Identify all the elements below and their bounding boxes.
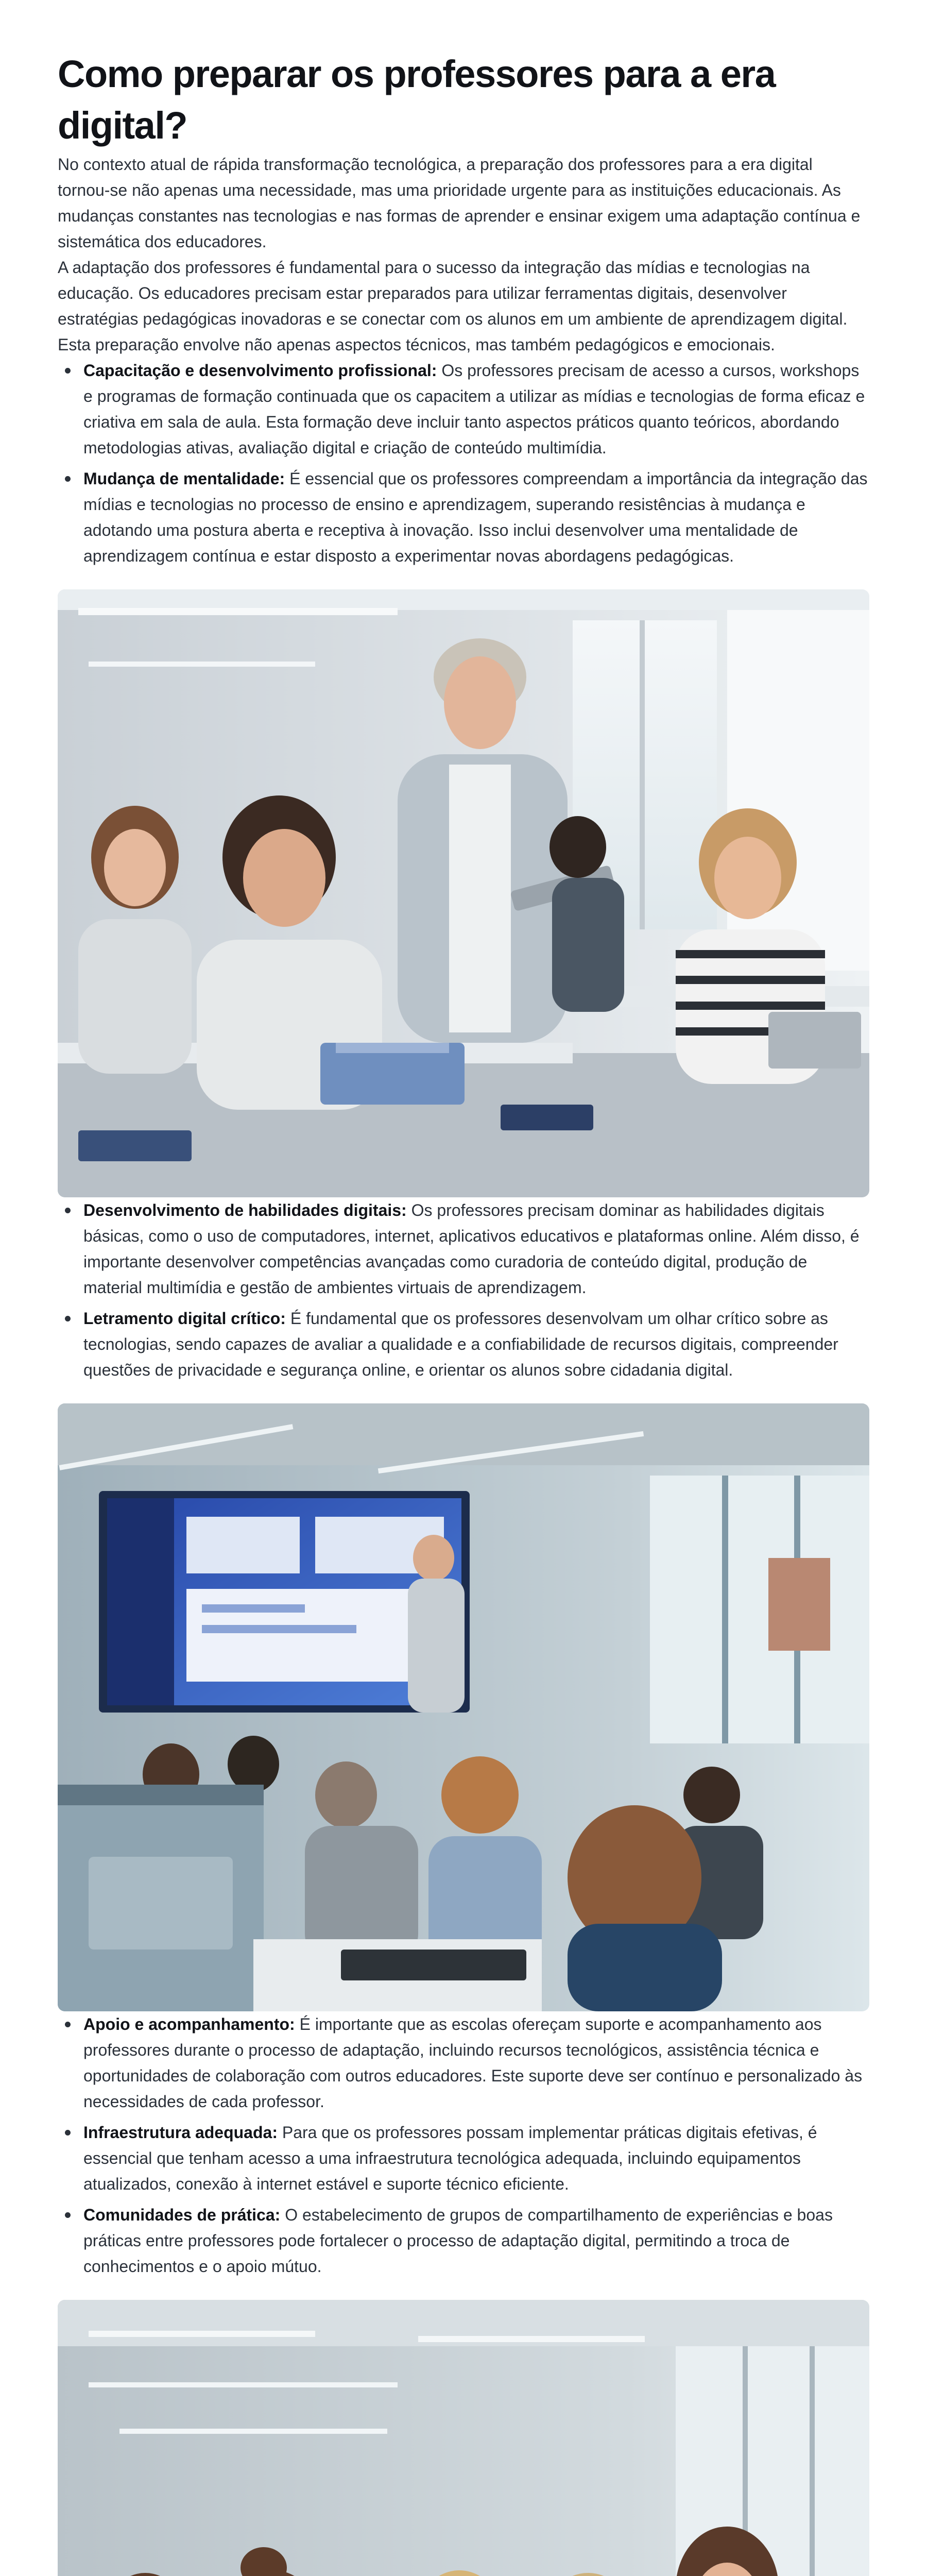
intro-paragraph: No contexto atual de rápida transformação tecnológica, a preparação dos professores para a era digital tornou-se não apenas uma necessidade, mas uma prioridade urgente para as instituições educacionais. As mudanças constantes nas tecnologias e nas formas de aprender e ensinar exigem uma adaptação contínua e sistemática dos educadores. xyxy=(58,155,861,251)
list-item xyxy=(83,2202,869,2279)
list-item-term: Mudança de mentalidade: xyxy=(83,469,285,488)
intro-paragraph: A adaptação dos professores é fundamental para o sucesso da integração das mídias e tecnologias na educação. Os educadores precisam estar preparados para utilizar ferramentas digitais, desenvolver estratégias pedagógicas inovadoras e se conectar com os alunos em um ambiente de aprendizagem digital. Esta preparação envolve não apenas aspectos técnicos, mas também pedagógicos e emocionais. xyxy=(58,258,848,354)
bullet-list xyxy=(58,358,869,569)
list-item xyxy=(83,466,869,569)
list-item xyxy=(83,358,869,461)
list-item-text: Os professores precisam dominar as habilidades digitais básicas, como o uso de computadores, internet, aplicativos educativos e plataformas online. Além disso, é importante desenvolver competências avançadas como curadoria de conteúdo digital, produção de material multimídia e gestão de ambientes virtuais de aprendizagem. xyxy=(83,1201,860,1297)
bullet-list xyxy=(58,1197,869,1383)
list-item-term: Comunidades de prática: xyxy=(83,2206,281,2224)
list-item-term: Apoio e acompanhamento: xyxy=(83,2015,295,2033)
list-item-text: Para que os professores possam implementar práticas digitais efetivas, é essencial que tenham acesso a uma infraestrutura tecnológica adequada, incluindo equipamentos atualizados, conexão à internet estável e suporte técnico eficiente. xyxy=(83,2123,817,2193)
photo-training-room xyxy=(58,1403,869,2011)
photo-classroom-tablet xyxy=(58,589,869,1197)
list-item-text: É fundamental que os professores desenvolvam um olhar crítico sobre as tecnologias, sendo capazes de avaliar a qualidade e a confiabilidade de recursos digitais, compreender questões de privacidade e segurança online, e orientar os alunos sobre cidadania digital. xyxy=(83,1309,838,1379)
photo-teachers-meeting xyxy=(58,2300,869,2576)
list-item-text: É importante que as escolas ofereçam suporte e acompanhamento aos professores durante o processo de adaptação, incluindo recursos tecnológicos, assistência técnica e oportunidades de colaboração com outros educadores. Este suporte deve ser contínuo e personalizado às necessidades de cada professor. xyxy=(83,2015,863,2111)
list-item-term: Desenvolvimento de habilidades digitais: xyxy=(83,1201,407,1219)
list-item-term: Letramento digital crítico: xyxy=(83,1309,286,1328)
list-item-text: Os professores precisam de acesso a cursos, workshops e programas de formação continuada que os capacitem a utilizar as mídias e tecnologias de forma eficaz e criativa em sala de aula. Esta formação deve incluir tanto aspectos práticos quanto teóricos, abordando metodologias ativas, avaliação digital e criação de conteúdo multimídia. xyxy=(83,361,865,457)
list-item xyxy=(83,1197,869,1300)
list-item xyxy=(83,2120,869,2197)
list-item xyxy=(83,1306,869,1383)
list-item-text: É essencial que os professores compreendam a importância da integração das mídias e tecnologias no processo de ensino e aprendizagem, superando resistências à mudança e adotando uma postura aberta e receptiva à inovação. Isso inclui desenvolver uma mentalidade de aprendizagem contínua e estar disposto a experimentar novas abordagens pedagógicas. xyxy=(83,469,868,565)
list-item-text: O estabelecimento de grupos de compartilhamento de experiências e boas práticas entre professores pode fortalecer o processo de adaptação digital, permitindo a troca de conhecimentos e o apoio mútuo. xyxy=(83,2206,833,2276)
list-item-term: Capacitação e desenvolvimento profissional: xyxy=(83,361,437,380)
bullet-list xyxy=(58,2011,869,2279)
list-item xyxy=(83,2011,869,2114)
list-item-term: Infraestrutura adequada: xyxy=(83,2123,278,2142)
article-title: Como preparar os professores para a era digital? xyxy=(58,53,776,147)
